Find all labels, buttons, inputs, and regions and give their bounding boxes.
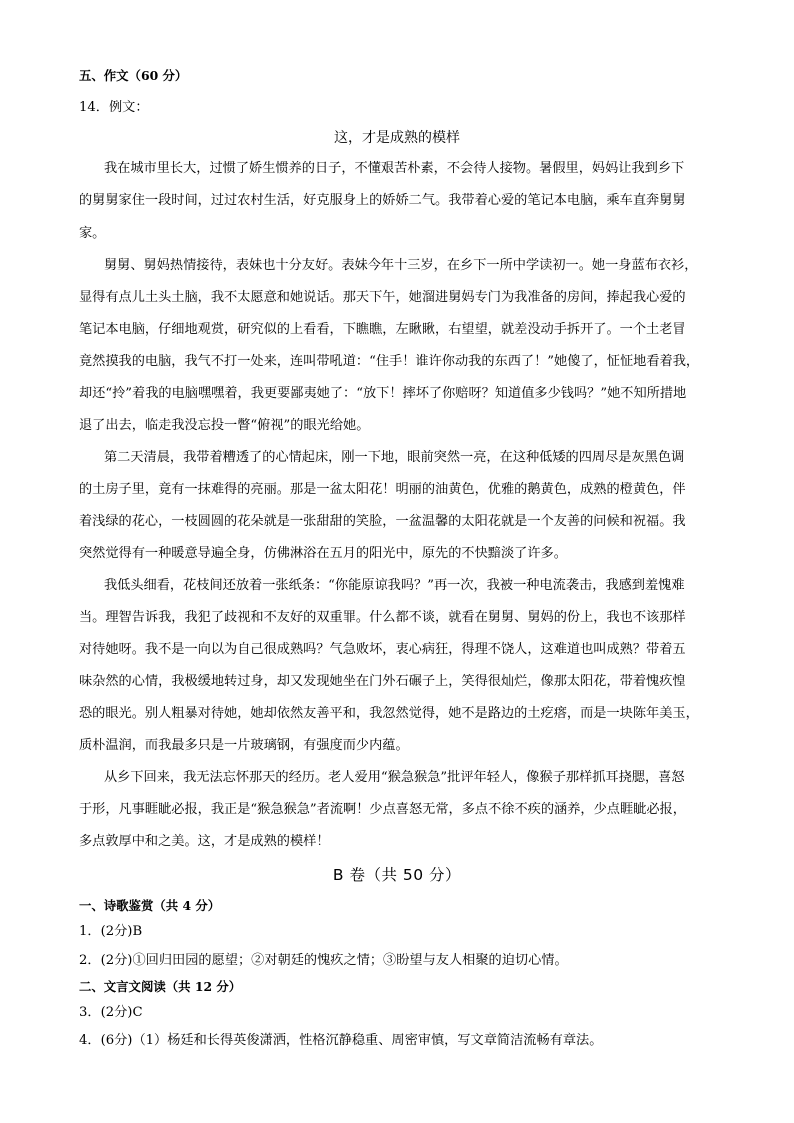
answer-q1: 1．(2分)B [79,924,143,939]
answer-q3: 3．(2分)C [79,1005,143,1020]
essay-line: 我在城市里长大，过惯了娇生惯养的日子，不懂艰苦朴素，不会待人接物。暑假里，妈妈让我到乡下 [104,161,685,176]
essay-line: 退了出去，临走我没忘投一瞥“俯视”的眼光给她。 [79,418,370,433]
essay-line: 的土房子里，竟有一抹难得的亮丽。那是一盆太阳花！明丽的油黄色，优雅的鹅黄色，成熟的橙黄色，伴 [79,482,686,497]
section-heading-poetry: 一、诗歌鉴赏（共 4 分） [79,898,221,913]
section-heading-classical: 二、文言文阅读（共 12 分） [79,979,242,994]
answer-q2: 2．(2分)①回归田园的愿望；②对朝廷的愧疚之情；③盼望与友人相聚的迫切心情。 [79,953,568,968]
essay-line: 显得有点儿土头土脑，我不太愿意和她说话。那天下午，她溜进舅妈专门为我准备的房间，捧起我心爱的 [79,290,686,305]
essay-line: 着浅绿的花心，一枝圆圆的花朵就是一张甜甜的笑脸，一盆温馨的太阳花就是一个友善的问候和祝福。我 [79,514,686,529]
essay-line: 舅舅、舅妈热情接待，表妹也十分友好。表妹今年十三岁，在乡下一所中学读初一。她一身蓝布衣衫， [104,258,698,273]
essay-line: 于形，凡事睚眦必报，我正是“猴急猴急”者流啊！少点喜怒无常，多点不徐不疾的涵养，少点睚眦必报， [79,802,686,817]
essay-line: 的舅舅家住一段时间，过过农村生活，好克服身上的娇娇二气。我带着心爱的笔记本电脑，乘车直奔舅舅 [79,193,686,208]
item-number-14: 14．例文： [79,100,149,115]
essay-line: 突然觉得有一种暖意导遍全身，仿佛淋浴在五月的阳光中，原先的不快黯淡了许多。 [79,546,567,561]
essay-line: 对待她呀。我不是一向以为自己很成熟吗？气急败坏，衷心病狂，得理不饶人，这难道也叫成熟？带着五 [79,642,686,657]
essay-line: 第二天清晨，我带着糟透了的心情起床，刚一下地，眼前突然一亮，在这种低矮的四周尽是灰黑色调 [104,450,685,465]
essay-title: 这，才是成熟的模样 [334,130,460,146]
essay-line: 味杂然的心情，我极缓地转过身，却又发现她坐在门外石碾子上，笑得很灿烂，像那太阳花，带着愧疚惶 [79,674,686,689]
essay-line: 恐的眼光。别人粗暴对待她，她却依然友善平和，我忽然觉得，她不是路边的土疙瘩，而是一块陈年美玉， [79,706,699,721]
essay-line: 当。理智告诉我，我犯了歧视和不友好的双重罪。什么都不谈，就看在舅舅、舅妈的份上，我也不该那样 [79,610,686,625]
essay-line: 家。 [79,226,106,241]
essay-line: 多点敦厚中和之美。这，才是成熟的模样！ [79,834,330,849]
answer-q4: 4．(6分)（1）杨廷和长得英俊潇洒，性格沉静稳重、周密审慎，写文章简洁流畅有章法。 [79,1033,603,1048]
essay-line: 从乡下回来，我无法忘怀那天的经历。老人爱用“猴急猴急”批评年轻人，像猴子那样抓耳挠腮，喜怒 [104,770,685,785]
paper-b-title: B 卷（共 50 分） [332,866,462,884]
essay-line: 我低头细看，花枝间还放着一张纸条：“你能原谅我吗？”再一次，我被一种电流袭击，我感到羞愧难 [104,578,685,593]
essay-line: 竟然摸我的电脑，我气不打一处来，连叫带吼道：“住手！谁许你动我的东西了！”她傻了，怔怔地看着我， [79,354,700,369]
essay-line: 质朴温润，而我最多只是一片玻璃钢，有强度而少内蕴。 [79,738,409,753]
section-heading-composition: 五、作文（60 分） [79,68,188,83]
essay-line: 笔记本电脑，仔细地观赏，研究似的上看看，下瞧瞧，左瞅瞅，右望望，就差没动手拆开了。一个土老冒 [79,322,686,337]
essay-line: 却还“拎”着我的电脑嘿嘿着，我更要鄙夷她了：“放下！摔坏了你赔呀？知道值多少钱吗？”她不知所措地 [79,386,687,401]
